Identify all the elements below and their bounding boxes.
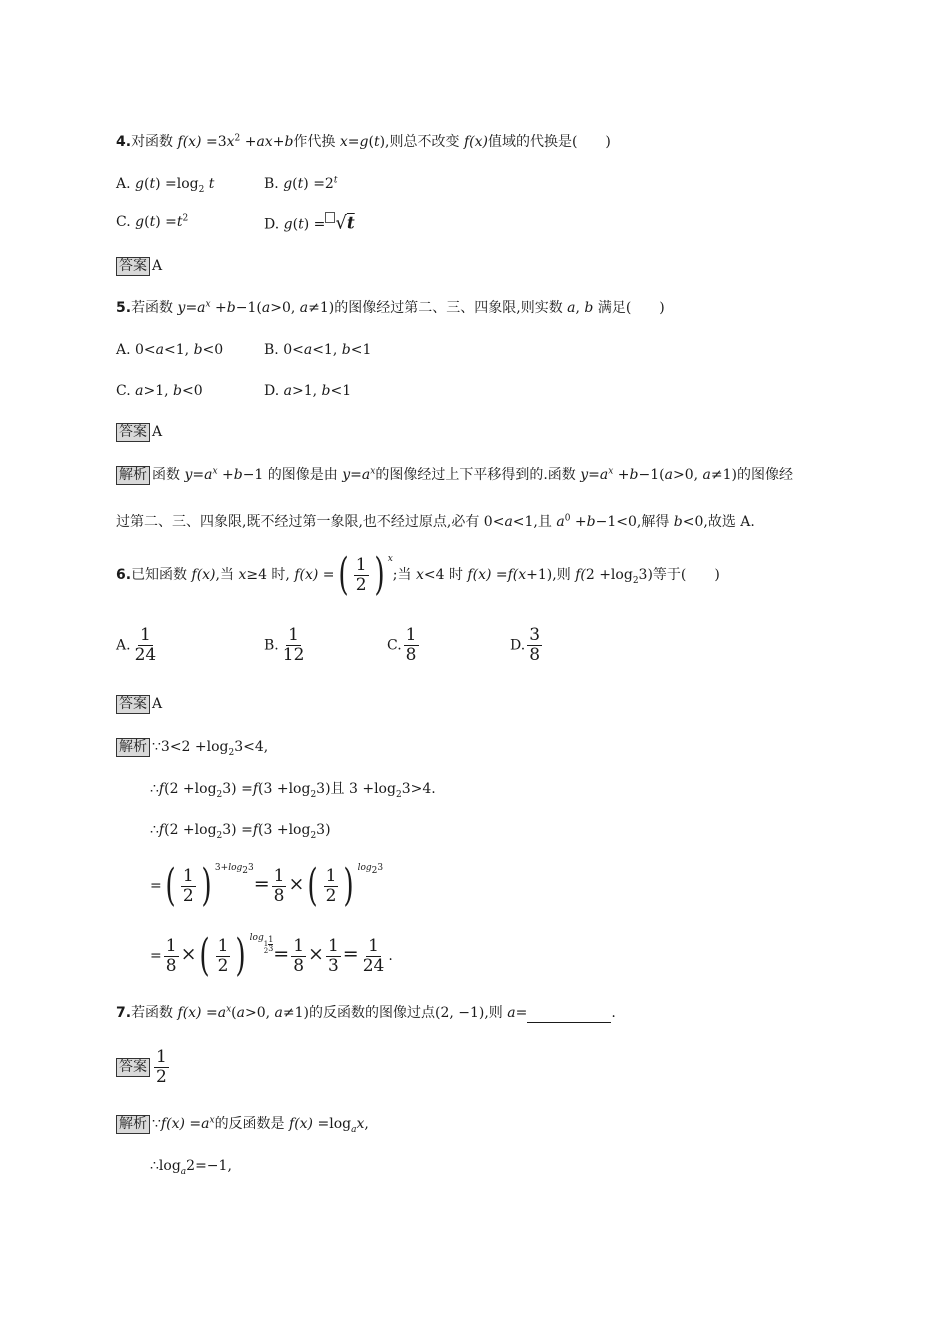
q4-option-a: A. $g(t) =\log_2$ t xyxy=(116,176,215,195)
q6-half-base: ( $\frac{1}{2}$ ) xyxy=(337,549,385,600)
answer-blank[interactable] xyxy=(527,1008,611,1023)
q5-option-c: C. a>1, b<0 xyxy=(116,383,203,399)
q4-option-b: B. $g(t) =2^t$ xyxy=(264,175,338,192)
q4-option-c: C. $g(t) =t^2$ xyxy=(116,213,189,230)
q6-analysis-step-5: = $\frac{1}{8}$ × ( $\frac{1}{2}$ ) $^{log 1 2 \frac{1}{3}}$ = $\frac{1}{8}$ × $\frac{1}{3}$ = $\frac{1}{24}$ . xyxy=(150,930,393,981)
q5-option-d: D. a>1, b<1 xyxy=(264,383,352,399)
q5-option-b: B. 0<a<1, b<1 xyxy=(264,342,372,358)
q5-option-a: A. 0<a<1, b<0 xyxy=(116,342,224,358)
q4-option-d: D. g(t) = √t xyxy=(264,212,355,234)
q7-analysis-step-1: 解析 ∵f(x) $=a^x$的反函数是 $f(x) =\log_ax$, xyxy=(116,1114,369,1134)
q7-stem: 7.若函数 $f(x) =a^x(a>0$, a≠1)的反函数的图像过点(2, −1),则 a= . xyxy=(116,1004,616,1021)
q6-analysis-step-3: ∴f(2 $+\log_23) =f(3 +\log_23)$ xyxy=(150,822,331,841)
q5-stem: 5.若函数 $y=a^x +b-1(a>0$, a≠1)的图像经过第二、三、四象限,则实数 a, b 满足( ) xyxy=(116,299,665,316)
q5-analysis-line-1: 解析 函数 $y=a^x +b-1$ 的图像是由 $y=a^x$的图像经过上下平移得到的.函数 $y=a^x +b-1(a>0$, a≠1)的图像经 xyxy=(116,465,793,485)
q6-analysis-step-4: = ( $\frac{1}{2}$ ) $^{3+log_23}$= $\frac{1}{8}$ × ( $\frac{1}{2}$ ) $^{log_23}$ xyxy=(150,860,384,911)
q6-answer: 答案 A xyxy=(116,694,162,714)
q6-option-b: B. $\frac{1}{12}$ xyxy=(264,625,305,665)
q4-answer: 答案 A xyxy=(116,256,162,276)
q6-option-a: A. $\frac{1}{24}$ xyxy=(116,625,157,665)
q4-stem: 4.对函数 $f(x) =3x^2 +ax+b$作代换 x=g(t),则总不改变 f(x)值域的代换是( ) xyxy=(116,133,611,150)
placeholder-box-icon xyxy=(325,212,335,223)
q7-answer: 答案 $\frac{1}{2}$ xyxy=(116,1046,171,1088)
q6-option-d: D. $\frac{3}{8}$ xyxy=(510,625,541,665)
q5-analysis-line-2: 过第二、三、四象限,既不经过第一象限,也不经过原点,必有 0<a<1,且 $a^0 +b-1<0$,解得 b<0,故选 A. xyxy=(116,513,755,530)
q6-analysis-step-1: 解析 ∵3<2 $+\log_23<4$, xyxy=(116,737,268,757)
q7-analysis-step-2: $\therefore\log_a2=-1$, xyxy=(150,1158,232,1177)
q6-analysis-step-2: ∴f(2 $+\log_23) =f(3 +\log_23)$且 $3 +\log_23>4$. xyxy=(150,781,436,800)
q6-option-c: C. $\frac{1}{8}$ xyxy=(387,625,417,665)
q5-answer: 答案 A xyxy=(116,422,162,442)
q6-stem: 6.已知函数 f(x),当 x≥4 时, f(x) = ( $\frac{1}{2}$ ) $^x$;当 x<4 时 f(x) =f(x+1),则 $f(2 +\log_23)$等于( ) xyxy=(116,549,720,600)
